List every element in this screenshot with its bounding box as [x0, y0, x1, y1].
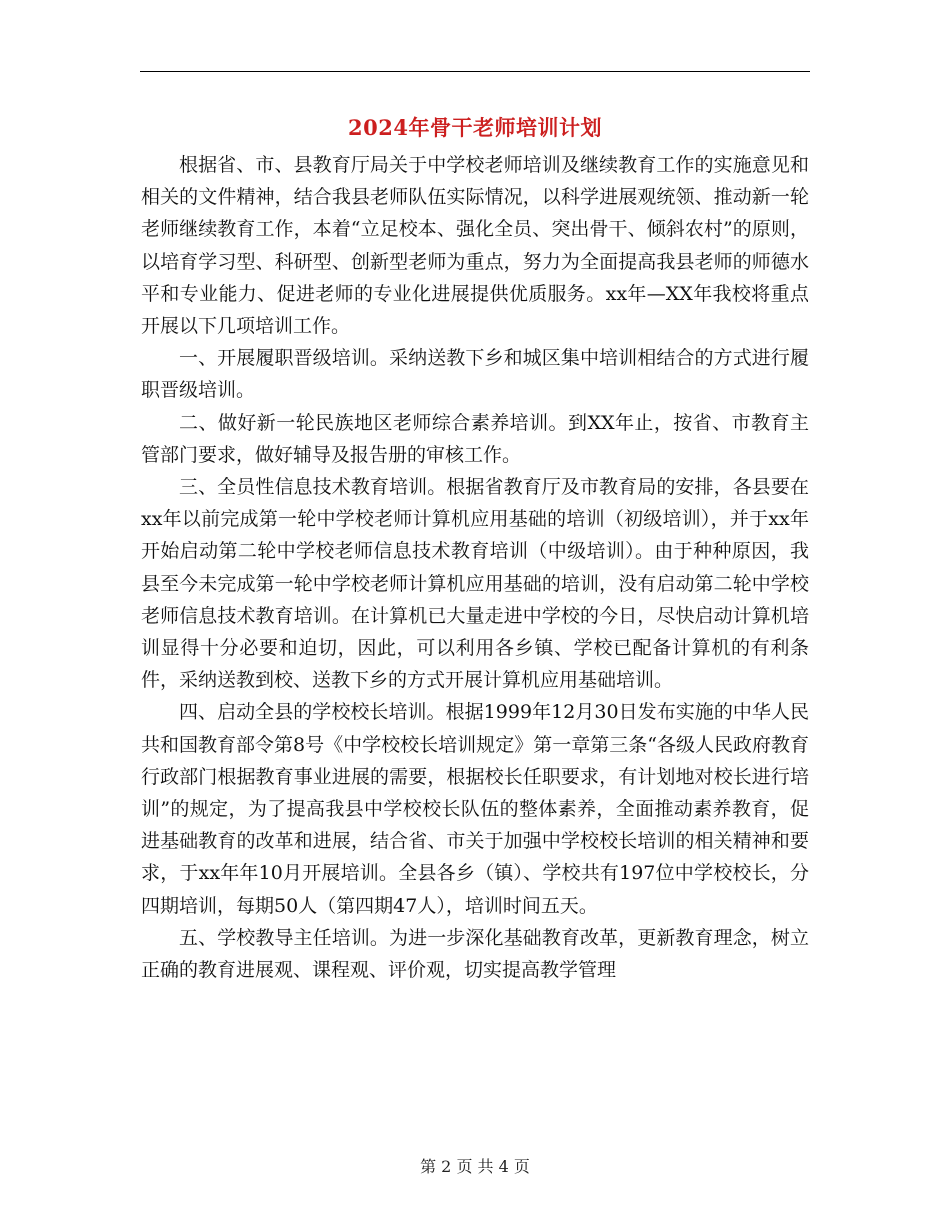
paragraph-item-5: 五、学校教导主任培训。为进一步深化基础教育改革，更新教育理念，树立正确的教育进展观、课程观、评价观，切实提高教学管理 [141, 926, 809, 982]
header-rule [140, 71, 810, 72]
paragraph-item-4: 四、启动全县的学校校长培训。根据1999年12月30日发布实施的中华人民共和国教育部令第8号《中学校校长培训规定》第一章第三条“各级人民政府教育行政部门根据教育事业进展的需要，根据校长任职要求，有计划地对校长进行培训”的规定，为了提高我县中学校校长队伍的整体素养，全面推动素养教育，促进基础教育的改革和进展，结合省、市关于加强中学校校长培训的相关精神和要求，于xx年年10月开展培训。全县各乡（镇）、学校共有197位中学校校长，分四期培训，每期50人（第四期47人），培训时间五天。 [141, 701, 809, 917]
page-footer: 第 2 页 共 4 页 [420, 1157, 530, 1176]
paragraph-item-1: 一、开展履职晋级培训。采纳送教下乡和城区集中培训相结合的方式进行履职晋级培训。 [141, 347, 809, 402]
paragraph-intro: 根据省、市、县教育厅局关于中学校老师培训及继续教育工作的实施意见和相关的文件精神，结合我县老师队伍实际情况，以科学进展观统领、推动新一轮老师继续教育工作，本着“立足校本、强化全员、突出骨干、倾斜农村”的原则，以培育学习型、科研型、创新型老师为重点，努力为全面提高我县老师的师德水平和专业能力、促进老师的专业化进展提供优质服务。xx年—XX年我校将重点开展以下几项培训工作。 [141, 154, 809, 338]
paragraph-item-2: 二、做好新一轮民族地区老师综合素养培训。到XX年止，按省、市教育主管部门要求，做好辅导及报告册的审核工作。 [141, 411, 809, 466]
document-title: 2024年骨干老师培训计划 [348, 115, 602, 140]
document-body [141, 149, 809, 986]
paragraph-item-3: 三、全员性信息技术教育培训。根据省教育厅及市教育局的安排，各县要在xx年以前完成第一轮中学校老师计算机应用基础的培训（初级培训），并于xx年开始启动第二轮中学校老师信息技术教育培训（中级培训）。由于种种原因，我县至今未完成第一轮中学校老师计算机应用基础的培训，没有启动第二轮中学校老师信息技术教育培训。在计算机已大量走进中学校的今日，尽快启动计算机培训显得十分必要和迫切，因此，可以利用各乡镇、学校已配备计算机的有利条件，采纳送教到校、送教下乡的方式开展计算机应用基础培训。 [141, 476, 809, 692]
